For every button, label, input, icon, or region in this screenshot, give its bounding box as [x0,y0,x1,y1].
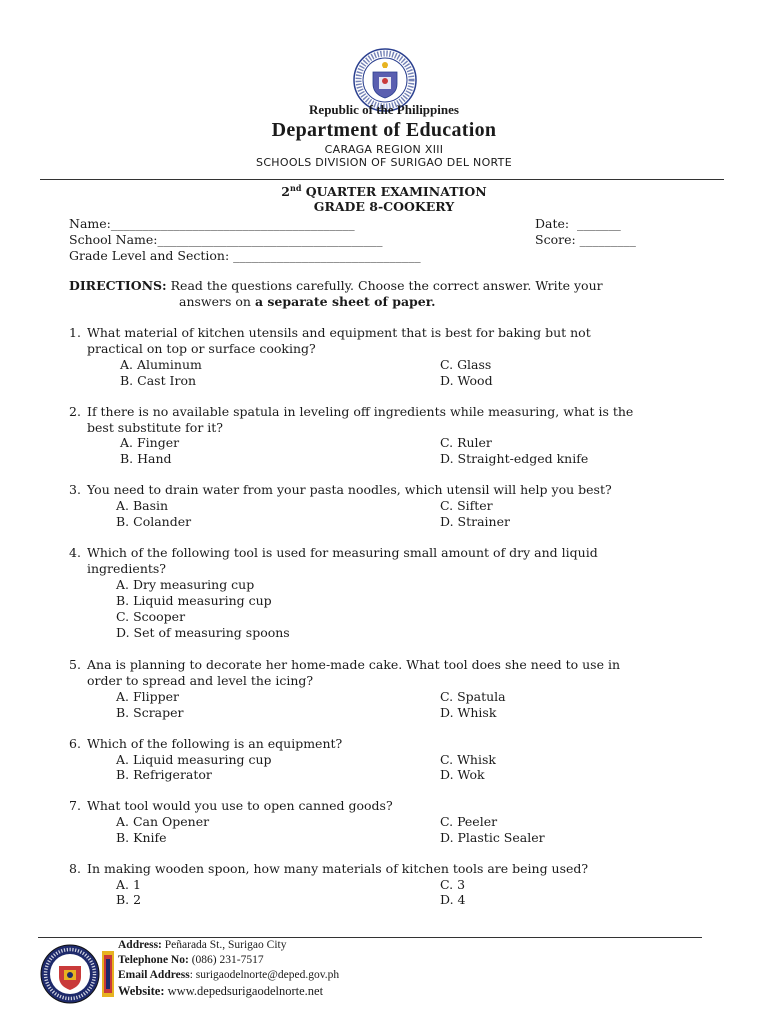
exam-title: 2nd QUARTER EXAMINATION [281,183,487,200]
footer-website: Website: www.depedsurigaodelnorte.net [118,984,324,998]
q6-option-c: C. Whisk [440,752,496,767]
question-3: 3. You need to drain water from your pasta noodles, which utensil will help you best? [69,482,612,497]
directions-text: Read the questions carefully. Choose the correct answer. Write your [166,278,603,293]
directions [69,278,699,310]
q3-option-d: D. Strainer [440,514,510,529]
name-field[interactable]: Name:_______________________________________ [69,216,355,231]
q4-option-b: B. Liquid measuring cup [116,593,272,608]
q5-option-c: C. Spatula [440,689,506,704]
footer-divider [38,937,702,938]
division-line: SCHOOLS DIVISION OF SURIGAO DEL NORTE [256,156,512,169]
directions-emphasis: a separate sheet of paper. [254,294,436,309]
q5-option-a: A. Flipper [116,689,180,704]
q2-option-a: A. Finger [120,435,180,450]
q8-option-a: A. 1 [116,877,141,892]
q1-option-c: C. Glass [440,357,492,372]
question-5: 5. Ana is planning to decorate her home-made cake. What tool does she need to use in order to spread and level the icing? [69,657,621,688]
question-6: 6. Which of the following is an equipment? [69,736,343,751]
q7-option-b: B. Knife [116,830,167,845]
flag-stripe-icon [102,951,114,997]
q2-option-b: B. Hand [120,451,172,466]
department-title: Department of Education [271,119,497,141]
date-field[interactable]: Date: _______ [535,216,621,231]
q6-option-d: D. Wok [440,767,485,782]
q3-option-c: C. Sifter [440,498,493,513]
footer-email: Email Address: surigaodelnorte@deped.gov.ph [118,969,340,981]
header-divider [40,179,724,180]
q4-option-a: A. Dry measuring cup [116,577,255,592]
score-field[interactable]: Score: _________ [535,232,636,247]
q6-option-b: B. Refrigerator [116,767,212,782]
q7-option-c: C. Peeler [440,814,498,829]
question-4: 4. Which of the following tool is used for measuring small amount of dry and liquid ingredients? [69,545,598,576]
q3-option-a: A. Basin [116,498,169,513]
footer-telephone: Telephone No: (086) 231-7517 [118,954,264,966]
question-7: 7. What tool would you use to open canned goods? [69,798,393,813]
question-2: 2. If there is no available spatula in leveling off ingredients while measuring, what is the best substitute for it? [69,404,634,435]
question-8: 8. In making wooden spoon, how many materials of kitchen tools are being used? [69,861,589,876]
exam-subtitle: GRADE 8-COOKERY [313,199,455,214]
grade-section-field[interactable]: Grade Level and Section: ______________________________ [69,248,421,263]
directions-label: DIRECTIONS: [69,278,167,293]
q1-option-d: D. Wood [440,373,493,388]
q8-option-c: C. 3 [440,877,466,892]
division-seal-logo [40,944,100,1004]
q2-option-c: C. Ruler [440,435,492,450]
school-name-field[interactable]: School Name:____________________________________ [69,232,383,247]
q3-option-b: B. Colander [116,514,192,529]
q1-option-a: A. Aluminum [120,357,202,372]
footer-address: Address: Peñarada St., Surigao City [118,939,287,951]
q5-option-b: B. Scraper [116,705,184,720]
question-1: 1. What material of kitchen utensils and equipment that is best for baking but not practical on top or surface cooking? [69,325,591,356]
q7-option-d: D. Plastic Sealer [440,830,545,845]
republic-heading: Republic of the Philippines [309,102,459,117]
region-line: CARAGA REGION XIII [324,143,444,156]
q1-option-b: B. Cast Iron [120,373,197,388]
q4-option-c: C. Scooper [116,609,186,624]
q7-option-a: A. Can Opener [116,814,210,829]
q5-option-d: D. Whisk [440,705,497,720]
q8-option-d: D. 4 [440,892,466,907]
directions-text-2: answers on [179,294,255,309]
q2-option-d: D. Straight-edged knife [440,451,589,466]
q4-option-d: D. Set of measuring spoons [116,625,290,640]
q8-option-b: B. 2 [116,892,142,907]
q6-option-a: A. Liquid measuring cup [116,752,272,767]
